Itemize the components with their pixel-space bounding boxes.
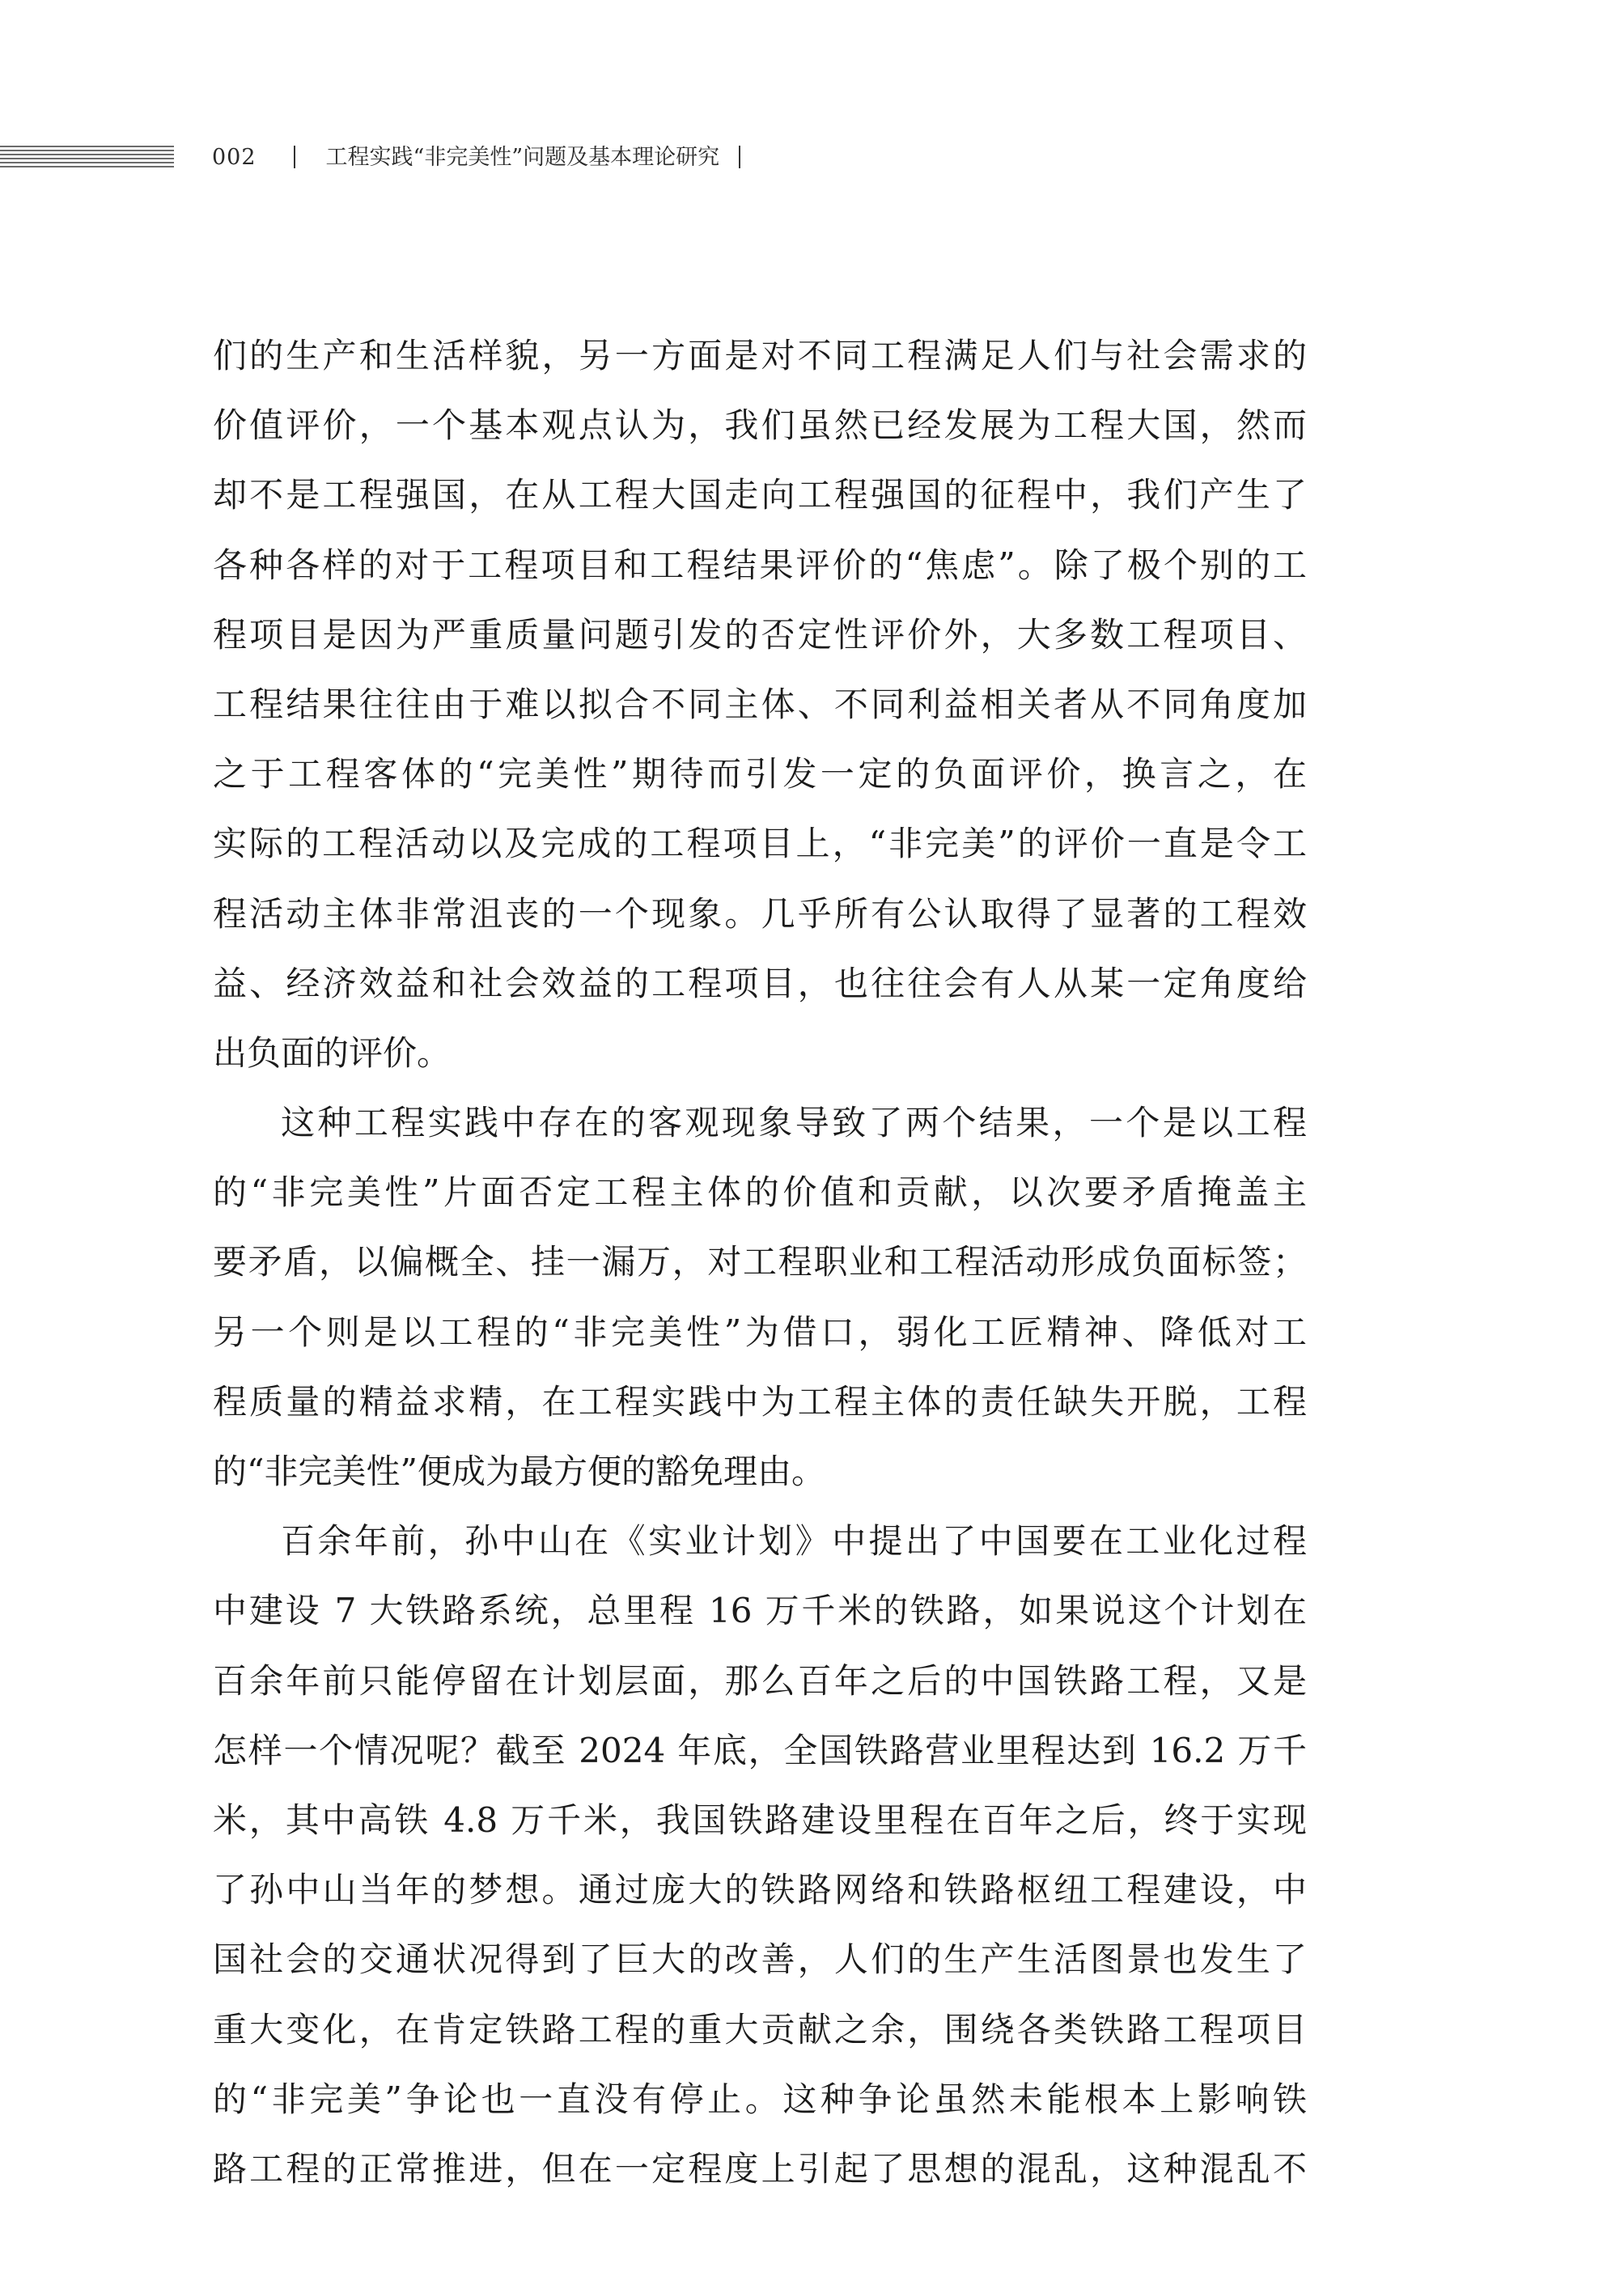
text-line: 实际的工程活动以及完成的工程项目上，“非完美”的评价一直是令工 (213, 824, 1307, 864)
text-line: 程活动主体非常沮丧的一个现象。几乎所有公认取得了显著的工程效 (213, 893, 1307, 934)
text-line: 各种各样的对于工程项目和工程结果评价的“焦虑”。除了极个别的工 (213, 545, 1307, 585)
text-line: 益、经济效益和社会效益的工程项目，也往往会有人从某一定角度给 (213, 963, 1307, 1003)
text-line: 怎样一个情况呢？截至 2024 年底，全国铁路营业里程达到 16.2 万千 (213, 1730, 1307, 1770)
text-line: 这种工程实践中存在的客观现象导致了两个结果，一个是以工程 (281, 1103, 1307, 1143)
page-number: 002 (212, 145, 257, 170)
text-line: 米，其中高铁 4.8 万千米，我国铁路建设里程在百年之后，终于实现 (213, 1799, 1307, 1840)
book-title: 工程实践“非完美性”问题及基本理论研究 (325, 145, 720, 170)
body-text (213, 321, 1307, 2204)
text-line: 了孙中山当年的梦想。通过庞大的铁路网络和铁路枢纽工程建设，中 (213, 1870, 1307, 1910)
header-decoration-stripes (0, 146, 174, 170)
running-header (0, 138, 1624, 178)
text-line: 的“非完美性”片面否定工程主体的价值和贡献，以次要矛盾掩盖主 (213, 1172, 1307, 1213)
text-line: 却不是工程强国，在从工程大国走向工程强国的征程中，我们产生了 (213, 475, 1307, 515)
text-line: 中建设 7 大铁路系统，总里程 16 万千米的铁路，如果说这个计划在 (213, 1591, 1307, 1631)
text-line: 程项目是因为严重质量问题引发的否定性评价外，大多数工程项目、 (213, 614, 1307, 655)
text-line: 另一个则是以工程的“非完美性”为借口，弱化工匠精神、降低对工 (213, 1312, 1307, 1352)
text-line: 重大变化，在肯定铁路工程的重大贡献之余，围绕各类铁路工程项目 (213, 2009, 1307, 2049)
text-line: 出负面的评价。 (213, 1032, 452, 1073)
text-line: 要矛盾，以偏概全、挂一漏万，对工程职业和工程活动形成负面标签； (213, 1242, 1307, 1282)
text-line: 们的生产和生活样貌，另一方面是对不同工程满足人们与社会需求的 (213, 336, 1307, 375)
text-line: 价值评价，一个基本观点认为，我们虽然已经发展为工程大国，然而 (213, 405, 1307, 446)
text-line: 程质量的精益求精，在工程实践中为工程主体的责任缺失开脱，工程 (213, 1381, 1307, 1422)
text-line: 的“非完美”争论也一直没有停止。这种争论虽然未能根本上影响铁 (213, 2079, 1307, 2119)
header-text (212, 138, 740, 178)
text-line: 的“非完美性”便成为最方便的豁免理由。 (213, 1452, 825, 1491)
header-separator-end (739, 146, 740, 168)
text-line: 工程结果往往由于难以拟合不同主体、不同利益相关者从不同角度加 (213, 684, 1307, 724)
header-separator (294, 146, 295, 168)
text-line: 百余年前只能停留在计划层面，那么百年之后的中国铁路工程，又是 (213, 1660, 1307, 1701)
text-line: 百余年前，孙中山在《实业计划》中提出了中国要在工业化过程 (281, 1521, 1307, 1562)
text-line: 路工程的正常推进，但在一定程度上引起了思想的混乱，这种混乱不 (213, 2148, 1307, 2189)
text-line: 之于工程客体的“完美性”期待而引发一定的负面评价，换言之，在 (213, 754, 1307, 795)
text-line: 国社会的交通状况得到了巨大的改善，人们的生产生活图景也发生了 (213, 1939, 1307, 1980)
